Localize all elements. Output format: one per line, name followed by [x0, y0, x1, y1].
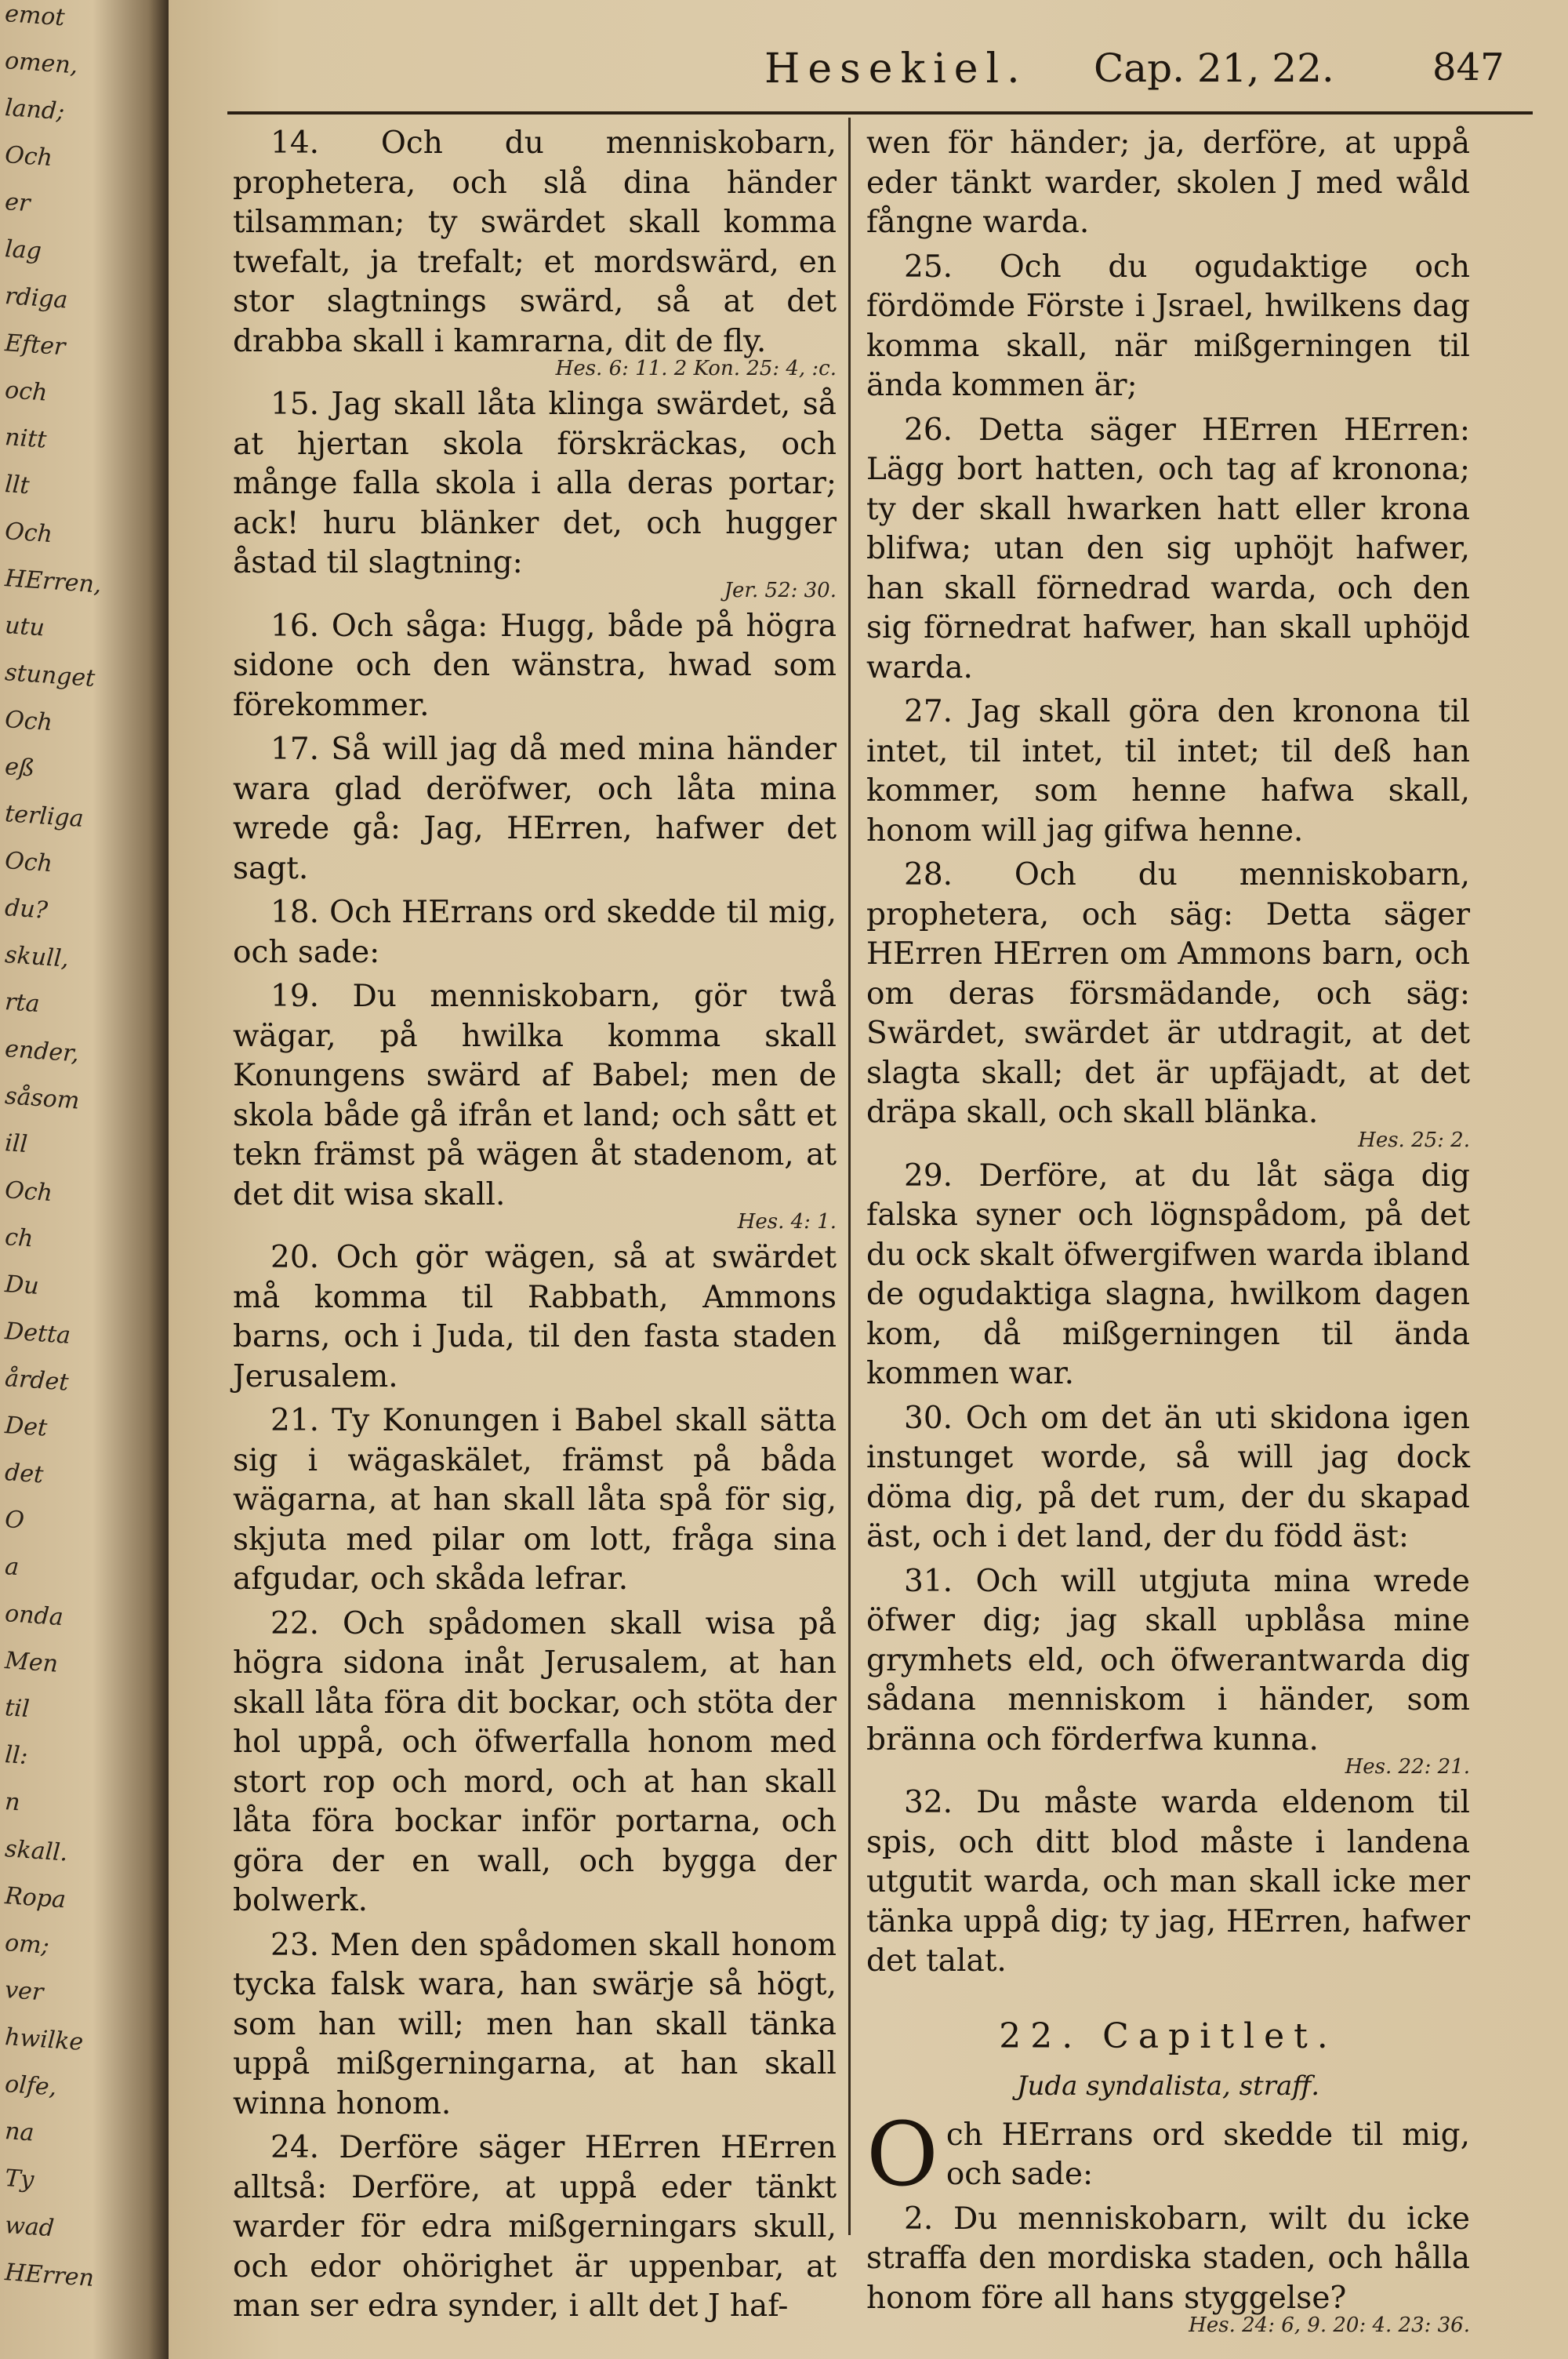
- chapter-label: Cap. 21, 22.: [1094, 45, 1334, 91]
- left-page-fragment: Och: [4, 706, 54, 737]
- verse-2-text: 2. Du menniskobarn, wilt du icke straffa den mordiska staden, och hålla honom före all hans styggelse?: [866, 2201, 1470, 2316]
- left-page-fragment: Men: [4, 1647, 60, 1678]
- verse: [866, 1399, 1470, 1558]
- verse-text: 22. Och spådomen skall wisa på högra sidona inåt Jerusalem, at han skall låta föra dit bockar, och stöta der hol uppå, och öfwerfalla honom med stort rop och mord, och at han skall låta föra bockar inför portarna, och göra der en wall, och bygga der bolwerk.: [233, 1605, 837, 1918]
- left-page-fragment: onda: [4, 1600, 64, 1632]
- left-page-fragment: Det: [4, 1412, 49, 1442]
- left-page-fragment: Och: [4, 1176, 54, 1208]
- left-page-fragment: ill: [4, 1129, 29, 1158]
- verse-text: 21. Ty Konungen i Babel skall sätta sig i wägaskälet, främst på båda wägarna, at han skall låta spå för sig, skjuta med pilar om lott, fråga sina afgudar, och skåda lefrar.: [233, 1403, 837, 1597]
- page: [169, 0, 1568, 2359]
- left-page-edge: [0, 0, 169, 2359]
- verse: [233, 385, 837, 602]
- verse-text: 27. Jag skall göra den kronona til intet, til intet, til intet; til deß han kommer, som henne hafwa skall, honom will jag gifwa henne.: [866, 694, 1470, 849]
- right-verses: [866, 124, 1470, 1982]
- left-page-fragment: och: [4, 376, 49, 407]
- verse: [233, 607, 837, 726]
- verse-text: 26. Detta säger HErren HErren: Lägg bort hatten, och tag af kronona; ty der skall hwarken hatt eller krona blifwa; utan den sig uphöjt hafwer, han skall förnedrad warda, och den sig förnedrat hafwer, han skall uphöjd warda.: [866, 412, 1470, 685]
- verse: [233, 893, 837, 972]
- left-page-fragment: stunget: [4, 659, 96, 693]
- left-page-fragment: Ropa: [4, 1882, 67, 1914]
- drop-cap: O: [866, 2103, 938, 2206]
- left-page-fragment: na: [4, 2117, 35, 2147]
- verse-text: 28. Och du menniskobarn, prophetera, och säg: Detta säger HErren HErren om Ammons barn, och om deras försmädande, och säg: Swärdet, swärdet är utdragit, at det slagta skall; det är upfäjadt, at det dräpa skall, och skall blänka.: [866, 857, 1470, 1130]
- verse-text: 20. Och gör wägen, så at swärdet må komma til Rabbath, Ammons barns, och i Juda, til den fasta staden Jerusalem.: [233, 1240, 837, 1394]
- verse: [866, 1783, 1470, 1982]
- left-page-fragment: skall.: [4, 1835, 69, 1867]
- left-page-fragment: ver: [4, 1976, 45, 2007]
- cross-reference: Hes. 6: 11. 2 Kon. 25: 4, :c.: [555, 357, 837, 380]
- verse: [233, 1605, 837, 1921]
- left-page-fragment: wad: [4, 2212, 56, 2243]
- left-page-fragment: såsom: [4, 1082, 81, 1115]
- verse-text: 18. Och HErrans ord skedde til mig, och sade:: [233, 895, 837, 970]
- left-page-fragment: O: [4, 1506, 26, 1535]
- cross-reference: Hes. 4: 1.: [737, 1210, 837, 1234]
- left-page-fragment: terliga: [4, 800, 85, 833]
- left-page-fragment: om;: [4, 1929, 50, 1960]
- verse-text: 19. Du menniskobarn, gör twå wägar, på hwilka komma skall Konungens swärd af Babel; men de skola både gå ifrån et land; och sått et tekn främst på wägen åt stadenom, at det dit wisa skall.: [233, 979, 837, 1212]
- left-page-fragment: Och: [4, 847, 54, 878]
- left-page-fragment: til: [4, 1694, 31, 1724]
- verse-text: 15. Jag skall låta klinga swärdet, så at hjertan skola förskräckas, och månge falla skola i alla deras portar; ack! huru blänker det, och hugger åstad til slagtning:: [233, 387, 837, 580]
- verse-text: wen för händer; ja, derföre, at uppå eder tänkt warder, skolen J med wåld fångne warda.: [866, 125, 1470, 240]
- verse-text: 16. Och såga: Hugg, både på högra sidone och den wänstra, hwad som förekommer.: [233, 608, 837, 723]
- left-page-fragment: nitt: [4, 423, 48, 454]
- right-column: [866, 124, 1470, 2342]
- verse: [233, 1401, 837, 1600]
- verse-text: 30. Och om det än uti skidona igen instunget worde, så will jag dock döma dig, på det rum, der du skapad äst, och i det land, der du född äst:: [866, 1400, 1470, 1554]
- verse: [866, 692, 1470, 851]
- left-page-fragment: ll:: [4, 1741, 29, 1771]
- verse: [233, 1926, 837, 2125]
- verse: [866, 1157, 1470, 1394]
- left-page-fragment: Efter: [4, 329, 67, 362]
- left-page-fragment: er: [4, 188, 31, 218]
- left-page-fragment: land;: [4, 94, 66, 126]
- left-column: [233, 124, 837, 2332]
- left-page-fragment: lag: [4, 235, 43, 266]
- verse: [866, 856, 1470, 1152]
- page-header: [169, 31, 1568, 102]
- left-page-fragment: det: [4, 1459, 45, 1489]
- verse: [866, 248, 1470, 406]
- left-page-fragment: HErren: [4, 2259, 96, 2292]
- left-page-fragment: du?: [4, 894, 49, 925]
- verse-text: 25. Och du ogudaktige och fördömde Förste i Jsrael, hwilkens dag komma skall, när mißgerningen til ända kommen är;: [866, 249, 1470, 403]
- left-page-fragment: ch: [4, 1223, 34, 1253]
- chapter-22-verse-1: [866, 2103, 1470, 2206]
- left-page-fragment: HErren,: [4, 565, 103, 599]
- header-rule: [227, 111, 1533, 114]
- left-page-fragment: omen,: [4, 47, 79, 80]
- chapter-22-title: 22. Capitlet.: [999, 2016, 1338, 2056]
- left-page-fragment: Du: [4, 1270, 40, 1301]
- verse: [233, 730, 837, 889]
- verse: [866, 124, 1470, 243]
- left-page-fragment: rta: [4, 988, 41, 1019]
- left-page-fragment: llt: [4, 471, 31, 500]
- page-number: 847: [1432, 45, 1504, 89]
- verse-1-text: ch HErrans ord skedde til mig, och sade:: [946, 2117, 1470, 2192]
- left-page-fragment: hwilke: [4, 2023, 85, 2056]
- verse-text: 29. Derföre, at du låt säga dig falska syner och lögnspådom, på det du ock skalt öfwergifwen warda ibland de ogudaktiga slagna, hwilkom dagen kom, då mißgerningen til ända kommen war.: [866, 1158, 1470, 1391]
- left-page-fragment: eß: [4, 753, 36, 783]
- book-title: Hesekiel.: [764, 45, 1028, 93]
- left-page-fragment: n: [4, 1788, 21, 1817]
- verse: [233, 1238, 837, 1397]
- column-divider: [848, 118, 851, 2235]
- verse-text: 14. Och du menniskobarn, prophetera, och slå dina händer tilsamman; ty swärdet skall komma twefalt, ja trefalt; et mordswärd, en stor slagtnings swärd, så at det drabba skall i kamrarna, dit de fly.: [233, 125, 837, 359]
- verse: [233, 124, 837, 380]
- verse: [233, 977, 837, 1234]
- cross-reference: Hes. 25: 2.: [1358, 1128, 1470, 1152]
- left-page-fragment: Och: [4, 518, 54, 549]
- left-page-fragment: a: [4, 1553, 20, 1582]
- left-page-fragment: Ty: [4, 2165, 35, 2194]
- cross-reference: Hes. 22: 21.: [1345, 1755, 1470, 1779]
- chapter-22-verse-2: [866, 2200, 1470, 2338]
- verse: [233, 2128, 837, 2327]
- left-page-fragment: olfe,: [4, 2070, 58, 2102]
- verse-text: 32. Du måste warda eldenom til spis, och ditt blod måste i landena utgutit warda, och man skall icke mer tänka uppå dig; ty jag, HErren, hafwer det talat.: [866, 1785, 1470, 1979]
- verse: [866, 1562, 1470, 1779]
- left-page-fragment: skull,: [4, 941, 70, 973]
- verse: [866, 411, 1470, 689]
- left-page-fragment: årdet: [4, 1365, 70, 1397]
- chapter-22-summary: Juda syndalista, straff.: [1016, 2070, 1320, 2102]
- left-page-fragment: utu: [4, 612, 46, 642]
- verse-text: 31. Och will utgjuta mina wrede öfwer dig; jag skall upblåsa mine grymhets eld, och öfwerantwarda dig sådana menniskom i händer, som bränna och förderfwa kunna.: [866, 1563, 1470, 1757]
- verse-text: 24. Derföre säger HErren HErren alltså: Derföre, at uppå eder tänkt warder för edra mißgerningars skull, och edor ohörighet är uppenbar, at man ser edra synder, i allt det J haf-: [233, 2130, 837, 2324]
- left-page-fragment: ender,: [4, 1035, 80, 1068]
- verse-text: 23. Men den spådomen skall honom tycka falsk wara, han swärje så högt, som han will; men han skall tänka uppå mißgerningarna, at han skall winna honom.: [233, 1927, 837, 2121]
- verse-text: 17. Så will jag då med mina händer wara glad deröfwer, och låta mina wrede gå: Jag, HErren, hafwer det sagt.: [233, 732, 837, 886]
- left-page-fragment: Detta: [4, 1318, 72, 1350]
- cross-reference: Jer. 52: 30.: [724, 578, 837, 602]
- left-page-fragment: rdiga: [4, 282, 69, 314]
- left-page-fragment: emot: [4, 0, 66, 32]
- left-page-fragment: Och: [4, 141, 54, 173]
- verse-2-reference: Hes. 24: 6, 9. 20: 4. 23: 36.: [1189, 2314, 1470, 2337]
